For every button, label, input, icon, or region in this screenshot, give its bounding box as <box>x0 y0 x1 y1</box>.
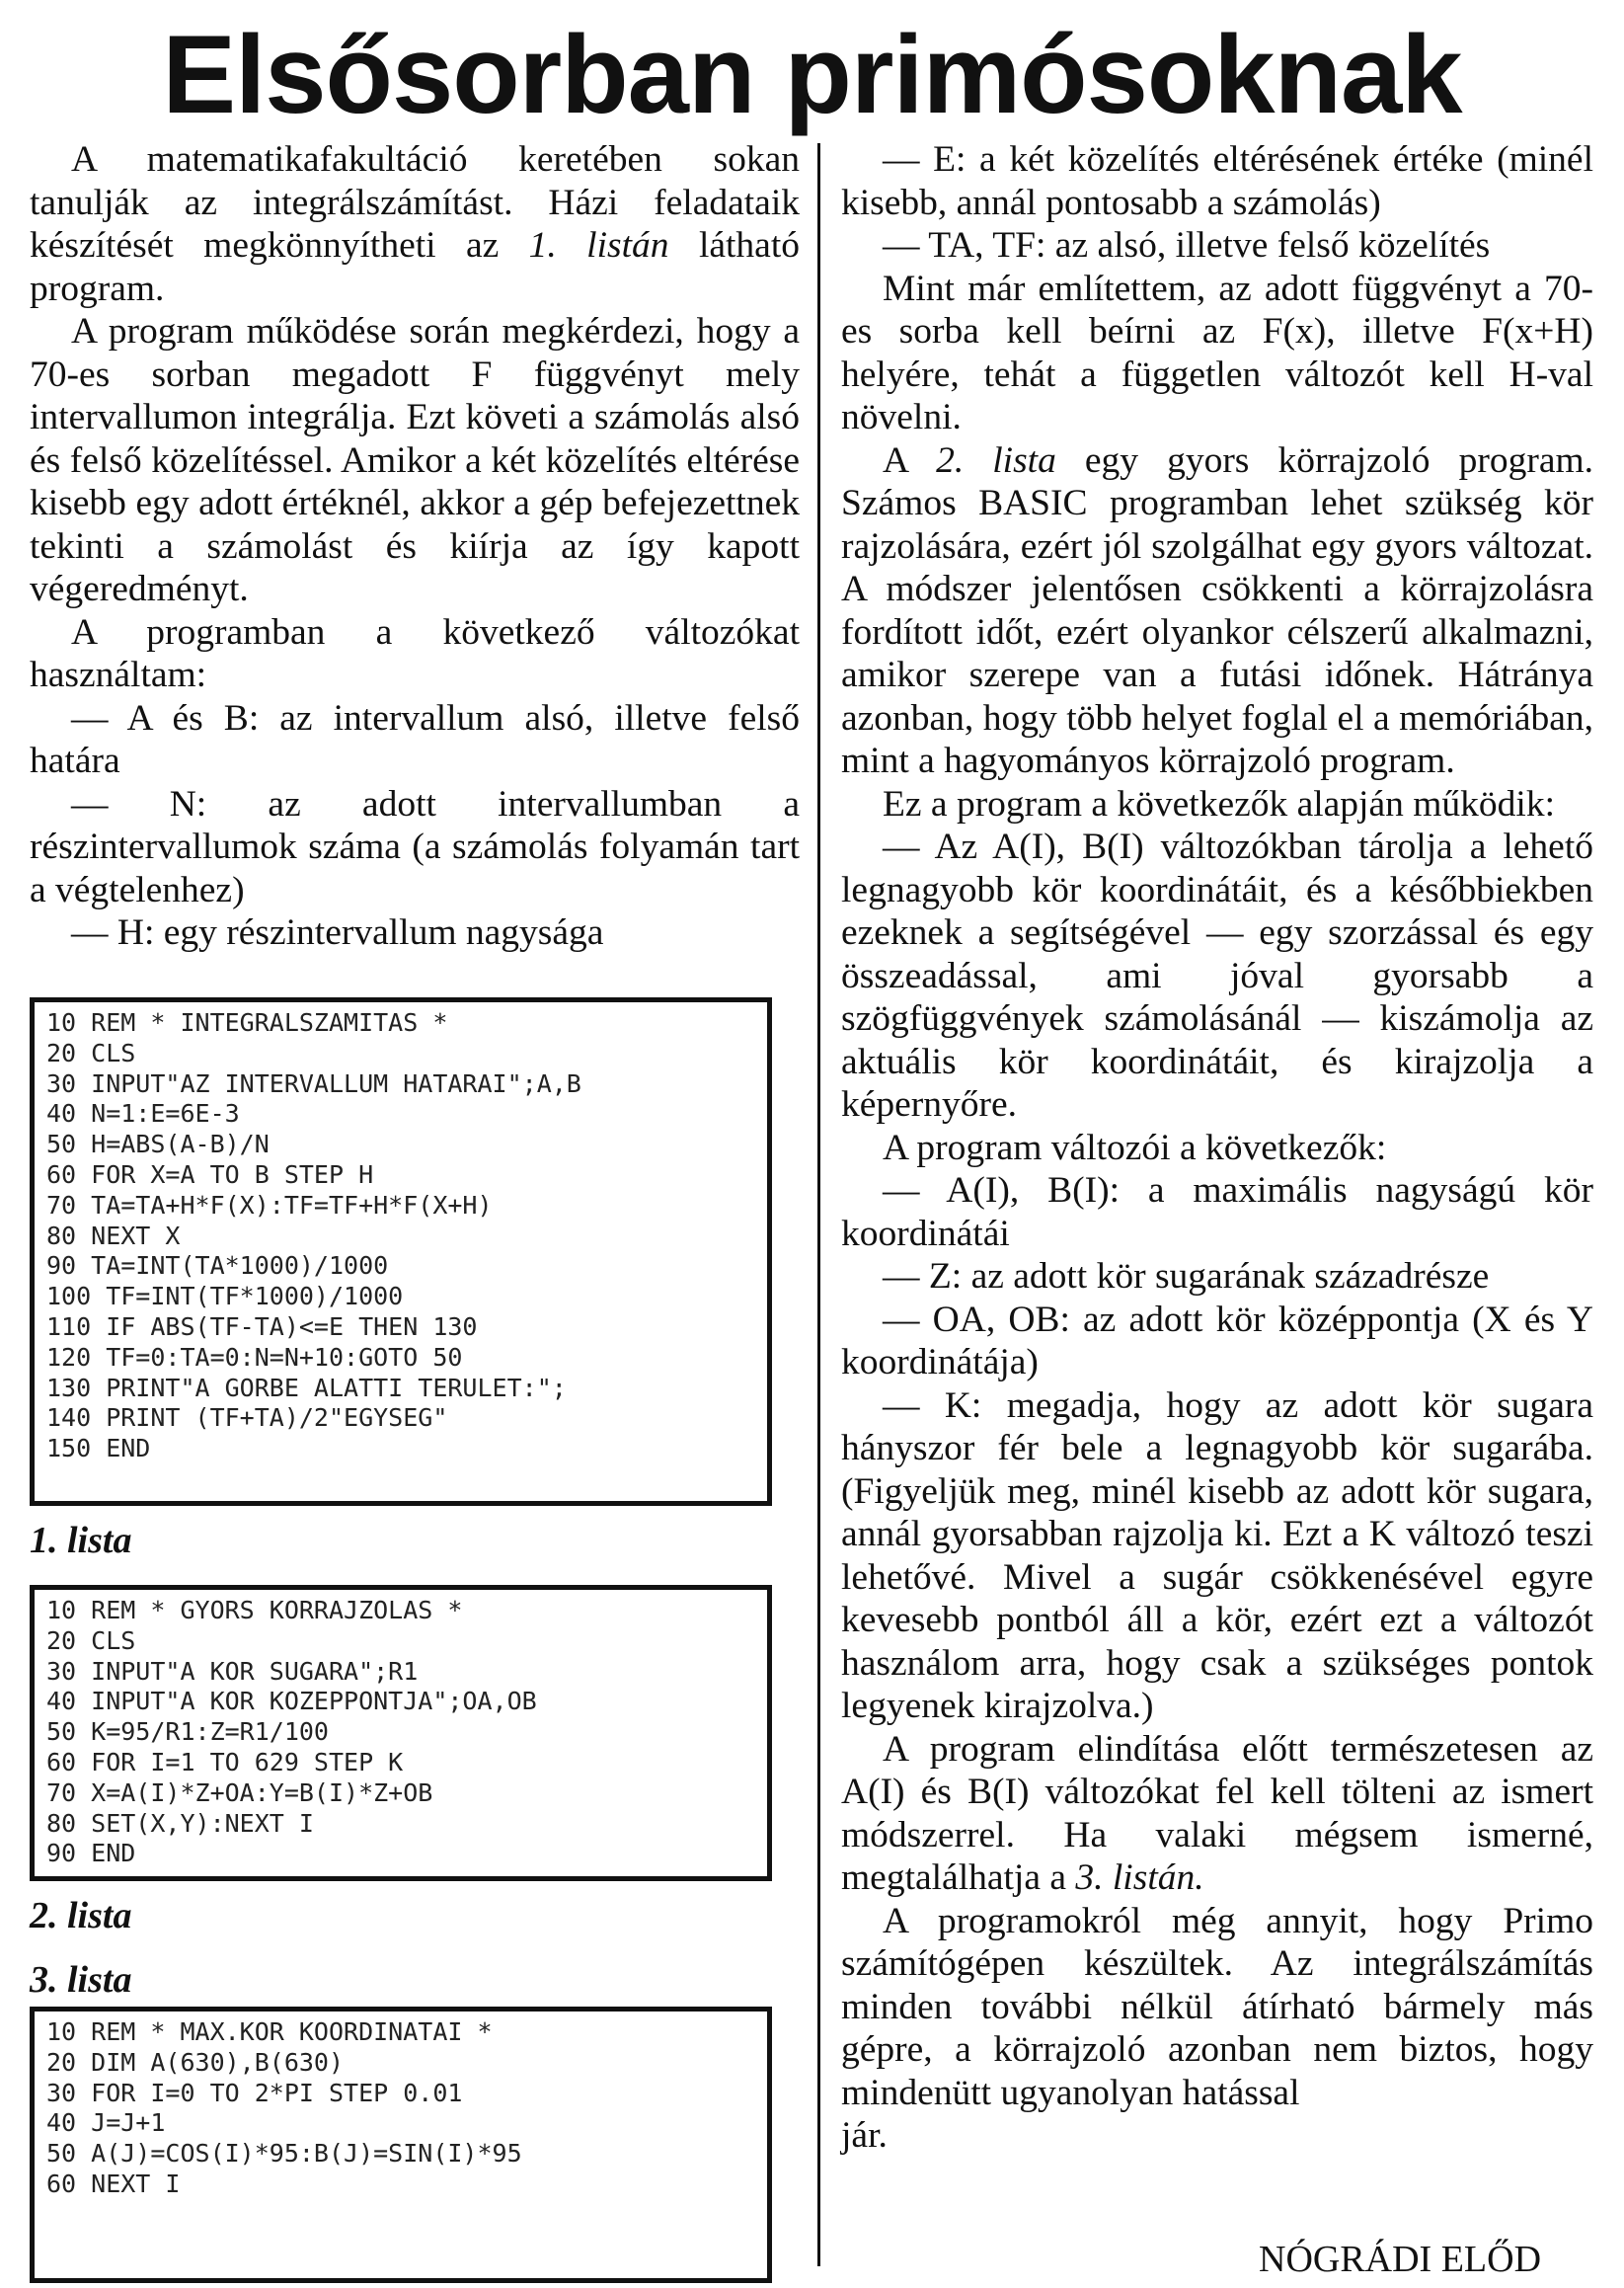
paragraph-text: — K: megadja, hogy az adott kör sugara hányszor fér bele a legnagyobb kör sugarába. (Figyeljük meg, minél kisebb az adott kör sugara, annál gyorsabban rajzolja ki. Ezt a K változó teszi lehetővé. Mivel a sugár csökkenésével egyre kevesebb pontból áll a kör, ezért ezt a változót használom arra, hogy csak a szükséges pontok legyenek kirajzolva.) <box>841 1384 1593 1726</box>
paragraph <box>30 138 800 310</box>
paragraph-text: A programban a következő változókat használtam: <box>30 611 800 695</box>
paragraph <box>841 1728 1593 1900</box>
paragraph-text: Mint már említettem, az adott függvényt a 70-es sorba kell beírni az F(x), illetve F(x+H) helyére, tehát a független változót kell H-val növelni. <box>841 268 1593 437</box>
left-column <box>30 138 800 955</box>
code-line: 40 N=1:E=6E-3 <box>46 1099 240 1129</box>
paragraph <box>30 911 800 955</box>
paragraph-text: A program változói a következők: <box>883 1127 1387 1168</box>
paragraph-text: — Az A(I), B(I) változókban tárolja a lehető legnagyobb kör koordinátáit, és a későbbiekben ezeknek a segítségével — egy szorzással és egy összeadással, ami jóval gyorsabb a szögfüggvények számolásánál — kiszámolja az aktuális kör koordinátáit, és kirajzolja a képernyőre. <box>841 827 1593 1125</box>
code-listing-2 <box>30 1585 772 1881</box>
paragraph-text: — Z: az adott kör sugarának századrésze <box>883 1256 1490 1297</box>
paragraph <box>30 783 800 912</box>
code-line: 120 TF=0:TA=0:N=N+10:GOTO 50 <box>46 1342 463 1372</box>
code-line: 10 REM * MAX.KOR KOORDINATAI * <box>46 2017 493 2046</box>
code-line: 20 DIM A(630),B(630) <box>46 2047 345 2077</box>
listing-reference: 3. listán. <box>1075 1857 1204 1898</box>
code-line: 150 END <box>46 1434 151 1463</box>
listing-reference: 2. lista <box>936 439 1056 481</box>
paragraph-text: A <box>883 439 937 481</box>
code-listing-3 <box>30 2007 772 2283</box>
code-line: 110 IF ABS(TF-TA)<=E THEN 130 <box>46 1311 478 1341</box>
code-line: 30 FOR I=0 TO 2*PI STEP 0.01 <box>46 2078 463 2107</box>
article-title: Elsősorban primósoknak <box>162 13 1462 136</box>
listing-caption-2: 2. lista <box>30 1895 132 1936</box>
code-line: 20 CLS <box>46 1625 136 1655</box>
code-line: 50 H=ABS(A-B)/N <box>46 1130 270 1159</box>
paragraph-text: Ez a program a következők alapján működik: <box>883 783 1556 825</box>
code-line: 80 SET(X,Y):NEXT I <box>46 1808 314 1838</box>
code-line: 10 REM * GYORS KORRAJZOLAS * <box>46 1596 463 1624</box>
paragraph <box>841 138 1593 224</box>
paragraph-text: A program elindítása előtt természetesen az A(I) és B(I) változókat fel kell tölteni az ismert módszerrel. Ha valaki mégsem ismerné, megtalálhatja a <box>841 1728 1593 1898</box>
paragraph-text: — A(I), B(I): a maximális nagyságú kör koordinátái <box>841 1170 1593 1254</box>
code-line: 60 NEXT I <box>46 2169 181 2198</box>
paragraph <box>30 697 800 783</box>
code-line: 90 END <box>46 1839 136 1868</box>
code-line: 10 REM * INTEGRALSZAMITAS * <box>46 1008 448 1037</box>
paragraph <box>841 783 1593 827</box>
paragraph <box>30 310 800 611</box>
paragraph <box>841 1299 1593 1384</box>
code-line: 50 K=95/R1:Z=R1/100 <box>46 1717 329 1747</box>
code-line: 60 FOR I=1 TO 629 STEP K <box>46 1747 404 1776</box>
closing-word: jár. <box>841 2115 888 2156</box>
paragraph-text: — A és B: az intervallum alsó, illetve felső határa <box>30 697 800 781</box>
right-column <box>841 138 1593 2158</box>
column-divider <box>817 143 820 2266</box>
code-line: 130 PRINT"A GORBE ALATTI TERULET:"; <box>46 1373 567 1402</box>
paragraph-text: A programokról még annyit, hogy Primo számítógépen készültek. Az integrálszámítás minden további nélkül átírható bármely más gépre, a körrajzoló azonban nem biztos, hogy mindenütt ugyanolyan hatással <box>841 1900 1593 2113</box>
paragraph-text: — H: egy részintervallum nagysága <box>71 912 604 953</box>
paragraph <box>841 1169 1593 1255</box>
listing-reference: 1. listán <box>528 225 669 266</box>
code-line: 70 X=A(I)*Z+OA:Y=B(I)*Z+OB <box>46 1777 433 1807</box>
listing-caption-3: 3. lista <box>30 1959 132 2001</box>
code-line: 90 TA=INT(TA*1000)/1000 <box>46 1251 389 1281</box>
code-listing-1 <box>30 997 772 1506</box>
code-line: 40 J=J+1 <box>46 2108 166 2138</box>
paragraph <box>841 1127 1593 1170</box>
code-line: 40 INPUT"A KOR KOZEPPONTJA";OA,OB <box>46 1687 537 1716</box>
paragraph <box>841 826 1593 1127</box>
paragraph <box>841 268 1593 439</box>
code-line: 60 FOR X=A TO B STEP H <box>46 1159 374 1189</box>
paragraph-text: A matematikafakultáció keretében sokan tanulják az integrálszámítást. Házi feladataik készítését megkönnyítheti az <box>30 139 800 266</box>
listing-caption-1: 1. lista <box>30 1520 132 1561</box>
paragraph <box>841 1384 1593 1728</box>
code-line: 100 TF=INT(TF*1000)/1000 <box>46 1282 404 1311</box>
paragraph <box>841 1255 1593 1299</box>
paragraph-text: egy gyors körrajzoló program. Számos BASIC programban lehet szükség kör rajzolására, ezért jól szolgálhat egy gyors változat. A módszer jelentősen csökkenti a körrajzolásra fordított időt, ezért olyankor célszerű alkalmazni, amikor szerepe van a futási időnek. Hátránya azonban, hogy több helyet foglal el a memóriában, mint a hagyományos körrajzoló program. <box>841 439 1594 781</box>
code-line: 140 PRINT (TF+TA)/2"EGYSEG" <box>46 1403 448 1433</box>
code-line: 30 INPUT"A KOR SUGARA";R1 <box>46 1656 419 1686</box>
paragraph-text: — OA, OB: az adott kör középpontja (X és Y koordinátája) <box>841 1299 1593 1382</box>
paragraph <box>841 224 1593 268</box>
paragraph-text: A program működése során megkérdezi, hogy a 70-es sorban megadott F függvényt mely intervallumon integrálja. Ezt követi a számolás alsó és felső közelítéssel. Amikor a két közelítés eltérése kisebb egy adott értéknél, akkor a gép befejezettnek tekinti a számolást és kiírja az így kapott végeredményt. <box>30 311 800 609</box>
code-line: 30 INPUT"AZ INTERVALLUM HATARAI";A,B <box>46 1068 581 1098</box>
paragraph <box>841 1900 1593 2115</box>
paragraph-text: — TA, TF: az alsó, illetve felső közelítés <box>883 225 1491 266</box>
paragraph <box>30 611 800 697</box>
paragraph-text: — N: az adott intervallumban a részintervallumok száma (a számolás folyamán tart a végtelenhez) <box>30 783 800 910</box>
author-signature: NÓGRÁDI ELŐD <box>1259 2239 1542 2280</box>
code-line: 50 A(J)=COS(I)*95:B(J)=SIN(I)*95 <box>46 2139 522 2169</box>
paragraph-text: látható program. <box>30 225 800 309</box>
code-line: 80 NEXT X <box>46 1221 181 1250</box>
code-line: 20 CLS <box>46 1038 136 1067</box>
code-line: 70 TA=TA+H*F(X):TF=TF+H*F(X+H) <box>46 1190 493 1220</box>
paragraph-text: — E: a két közelítés eltérésének értéke (minél kisebb, annál pontosabb a számolás) <box>841 139 1593 223</box>
paragraph <box>841 439 1593 783</box>
